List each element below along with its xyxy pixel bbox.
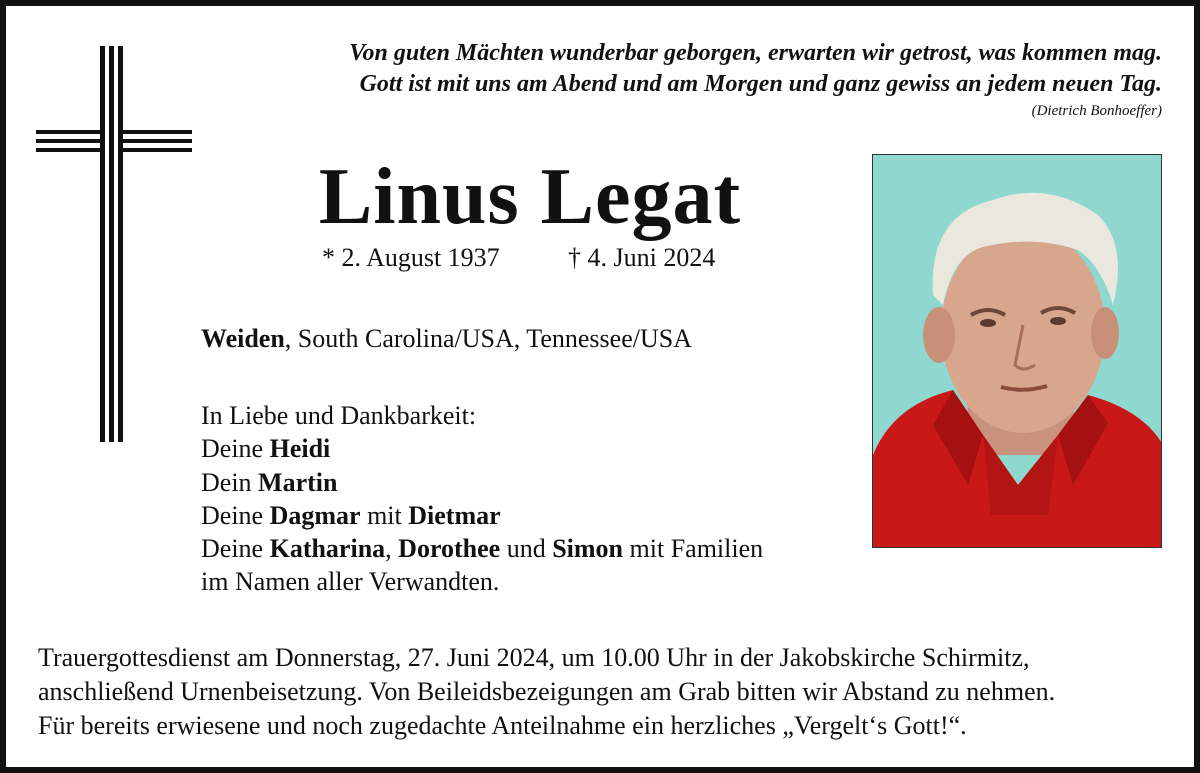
mourner-text: Deine <box>201 434 270 464</box>
quote-line-1: Von guten Mächten wunderbar geborgen, erwarten wir getrost, was kommen mag. <box>349 40 1162 66</box>
mourner-name: Dorothee <box>398 534 501 564</box>
mourner-name: Simon <box>552 534 624 564</box>
place-weiden: Weiden <box>201 324 285 353</box>
service-info <box>38 641 1055 743</box>
mourner-text: , <box>385 534 399 564</box>
mourner-text: Dein <box>201 467 259 497</box>
mourner-line <box>201 532 763 565</box>
service-line-1: Trauergottesdienst am Donnerstag, 27. Juni 2024, um 10.00 Uhr in der Jakobskirche Schirmitz, <box>38 643 1030 672</box>
mourner-text: Deine <box>201 500 270 530</box>
mourners-list <box>201 399 763 599</box>
mourner-line <box>201 466 763 499</box>
mourner-line <box>201 432 763 465</box>
mourner-name: Katharina <box>269 534 386 564</box>
death-date: † 4. Juni 2024 <box>568 243 716 272</box>
mourner-text: mit Familien <box>623 534 764 564</box>
mourners-closing: im Namen aller Verwandten. <box>201 567 500 597</box>
quote-source: (Dietrich Bonhoeffer) <box>1031 103 1162 119</box>
deceased-name: Linus Legat <box>318 153 742 241</box>
cross-icon <box>36 46 192 442</box>
mourner-text: mit <box>360 500 409 530</box>
portrait-photo <box>872 154 1162 548</box>
mourner-name: Martin <box>258 467 338 497</box>
mourner-name: Dagmar <box>269 500 361 530</box>
mourner-name: Dietmar <box>408 500 501 530</box>
quote-line-2: Gott ist mit uns am Abend und am Morgen und ganz gewiss an jedem neuen Tag. <box>359 71 1162 97</box>
portrait-illustration <box>873 155 1162 548</box>
mourner-text: Deine <box>201 534 270 564</box>
service-line-3: Für bereits erwiesene und noch zugedachte Anteilnahme ein herzliches „Vergelt‘s Gott!“. <box>38 711 967 740</box>
mourners-intro: In Liebe und Dankbarkeit: <box>201 401 477 430</box>
place-rest: , South Carolina/USA, Tennessee/USA <box>284 324 692 353</box>
bible-quote <box>349 38 1162 100</box>
birth-date: * 2. August 1937 <box>322 243 500 272</box>
mourner-line <box>201 499 763 532</box>
places-line <box>201 322 692 356</box>
mourner-name: Heidi <box>269 434 331 464</box>
mourner-text: und <box>500 534 553 564</box>
service-line-2: anschließend Urnenbeisetzung. Von Beileidsbezeigungen am Grab bitten wir Abstand zu nehmen. <box>38 677 1056 706</box>
